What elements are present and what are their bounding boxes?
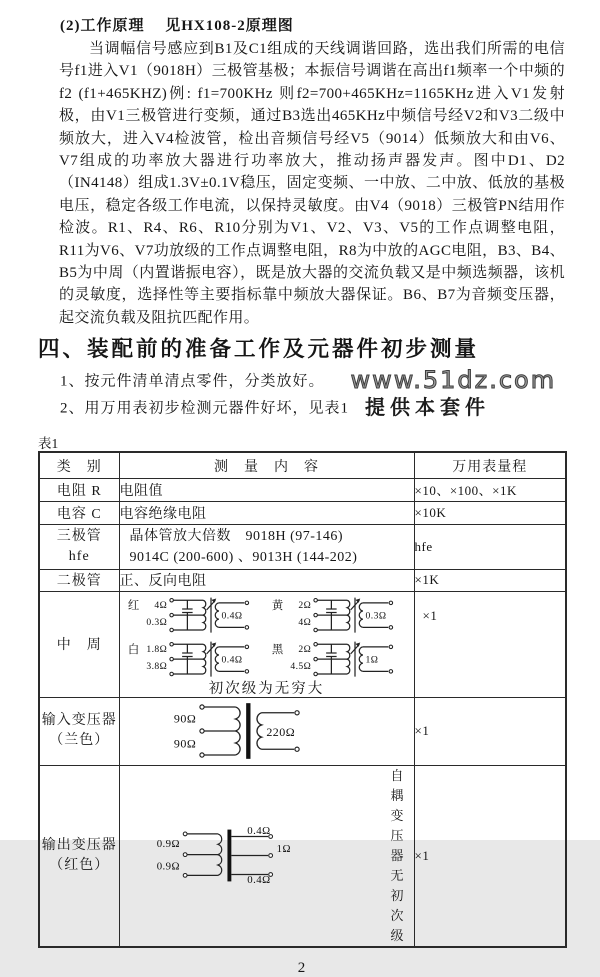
list-item-2 xyxy=(60,396,565,424)
transistor-content-line1: 晶体管放大倍数 9018H (97-146) xyxy=(129,528,344,544)
output-transformer-category-line2: （红色） xyxy=(49,857,110,873)
if-transformer-range xyxy=(414,591,566,697)
section-heading: (2)工作原理 见HX108-2原理图 xyxy=(60,18,294,34)
if-transformer-note: 初次级为无穷大 xyxy=(208,680,325,697)
secondary-resistance: 0.4Ω xyxy=(221,654,242,666)
tap-resistance-top: 0.4Ω xyxy=(246,825,271,838)
table-caption: 表1 xyxy=(38,436,59,452)
diode-category: 二极管 xyxy=(39,569,119,591)
color-label: 黄 xyxy=(271,599,284,612)
transistor-category-line2: hfe xyxy=(68,548,90,564)
table-row-if-transformer xyxy=(39,591,566,697)
secondary-resistance: 1Ω xyxy=(365,654,378,666)
diode-content: 正、反向电阻 xyxy=(119,569,414,591)
if-transformer-category: 中 周 xyxy=(39,591,119,697)
table-row-output-transformer xyxy=(39,765,566,947)
resistor-content: 电阻值 xyxy=(119,478,414,501)
capacitor-category: 电容 C xyxy=(39,501,119,524)
primary-resistance-top: 4Ω xyxy=(153,599,167,611)
output-note-line1: 自耦变压器 xyxy=(390,767,405,863)
body-paragraph: 当调幅信号感应到B1及C1组成的天线调谐回路，选出我们所需的电信号f1进入V1（9018H）三极管基极；本振信号调谐在高出f1频率一个中频的f2 (f1+465KHZ)例: f1=700KHz 则f2=700+465KHz=1165KHz进入V1发射极，由V1三极管进行变频，通过B3选出465KHz中频信号经V2和V3二级中频放大，进入V4检波管，检出音频信号经V5（9014）低频放大和由V6、V7组成的功率放大器进行功率放大，推动扬声器发声。图中D1、D2（IN4148）组成1.3V±0.1V稳压，固定变频、一中放、二中放、低放的基极电压，稳定各级工作电流，以保持灵敏度。由V4（9018）三极管PN结用作检波。R1、R4、R6、R10分别为V1、V2、V3、V5的工作点调整电阻，R11为V6、V7功放级的工作点调整电阻，R8为中放的AGC电阻，B3、B4、B5为中周（内置谐振电容），既是放大器的交流负载又是中频选频器，该机的灵敏度，选择性等主要指标靠中频放大器保证。B6、B7为音频变压器，起交流负载及阻抗匹配作用。 xyxy=(59,41,565,326)
table-row-input-transformer xyxy=(39,697,566,765)
table-header-row xyxy=(39,452,566,478)
transistor-content-line2: 9014C (200-600) 、9013H (144-202) xyxy=(129,549,358,565)
output-transformer-diagram xyxy=(140,825,365,887)
table-row-transistor xyxy=(39,524,566,569)
output-transformer-range: ×1 xyxy=(414,765,566,947)
transistor-category xyxy=(39,524,119,569)
capacitor-content: 电容绝缘电阻 xyxy=(119,501,414,524)
output-transformer-category-line1: 输出变压器 xyxy=(41,837,117,853)
secondary-resistance: 0.3Ω xyxy=(365,610,386,622)
transistor-content xyxy=(119,524,414,569)
col-header-range: 万用表量程 xyxy=(414,452,566,478)
input-transformer-range: ×1 xyxy=(414,697,566,765)
primary-resistance-top: 90Ω xyxy=(173,711,196,726)
primary-resistance-bottom: 3.8Ω xyxy=(145,660,167,672)
output-transformer-content xyxy=(119,765,414,947)
output-transformer-category xyxy=(39,765,119,947)
primary-resistance-top: 2Ω xyxy=(297,599,311,611)
if-transformer-symbol xyxy=(313,641,392,676)
if-transformer-content xyxy=(119,591,414,697)
color-label: 白 xyxy=(127,643,140,656)
primary-resistance-top: 1.8Ω xyxy=(145,643,167,655)
if-transformer-range-value: ×1 xyxy=(422,607,438,623)
list-item-1-text: 1、按元件清单清点零件，分类放好。 xyxy=(60,373,325,390)
input-transformer-category-line2: （兰色） xyxy=(49,733,110,749)
if-transformer-diagram-white xyxy=(126,639,268,681)
list-item-1 xyxy=(60,368,565,396)
measurement-table xyxy=(38,451,567,948)
list-item-2-text: 2、用万用表初步检测元器件好坏，见表1 xyxy=(60,400,350,417)
input-transformer-category-line1: 输入变压器 xyxy=(41,713,117,729)
if-diagram-grid xyxy=(120,592,414,681)
diode-range: ×1K xyxy=(414,569,566,591)
primary-resistance-bottom: 4Ω xyxy=(297,616,311,628)
input-transformer-category xyxy=(39,697,119,765)
primary-resistance-bottom: 90Ω xyxy=(173,736,196,751)
capacitor-range: ×10K xyxy=(414,501,566,524)
primary-resistance-top: 0.9Ω xyxy=(156,838,180,851)
col-header-content: 测 量 内 容 xyxy=(119,452,414,478)
if-transformer-diagram-red xyxy=(126,595,268,637)
if-transformer-diagram-yellow xyxy=(270,595,412,637)
primary-resistance-bottom: 0.3Ω xyxy=(145,616,167,628)
table-row-resistor xyxy=(39,478,566,501)
table-row-capacitor xyxy=(39,501,566,524)
page-number: 2 xyxy=(297,959,306,976)
input-transformer-diagram xyxy=(154,701,346,761)
main-heading: 四、装配前的准备工作及元器件初步测量 xyxy=(38,337,480,362)
output-note-line2: 无 初 次 级 xyxy=(390,867,405,943)
primary-resistance-bottom: 4.5Ω xyxy=(289,660,311,672)
watermark-kit-text: 提供本套件 xyxy=(365,395,491,420)
primary-resistance-bottom: 0.9Ω xyxy=(156,860,180,873)
input-transformer-content xyxy=(119,697,414,765)
if-transformer-diagram-black xyxy=(270,639,412,681)
tap-resistance-bottom: 0.4Ω xyxy=(246,874,271,887)
resistor-range: ×10、×100、×1K xyxy=(414,478,566,501)
secondary-resistance: 0.4Ω xyxy=(221,610,242,622)
col-header-category: 类 别 xyxy=(39,452,119,478)
transistor-range: hfe xyxy=(414,524,566,569)
tap-resistance-mid: 1Ω xyxy=(276,843,291,856)
color-label: 红 xyxy=(127,599,140,612)
secondary-resistance: 220Ω xyxy=(265,725,295,740)
color-label: 黑 xyxy=(271,643,284,656)
watermark-url: www.51dz.com xyxy=(350,366,557,395)
transistor-category-line1: 三极管 xyxy=(56,528,102,544)
resistor-category: 电阻 R xyxy=(39,478,119,501)
table-row-diode xyxy=(39,569,566,591)
output-transformer-note xyxy=(391,766,414,946)
primary-resistance-top: 2Ω xyxy=(297,643,311,655)
